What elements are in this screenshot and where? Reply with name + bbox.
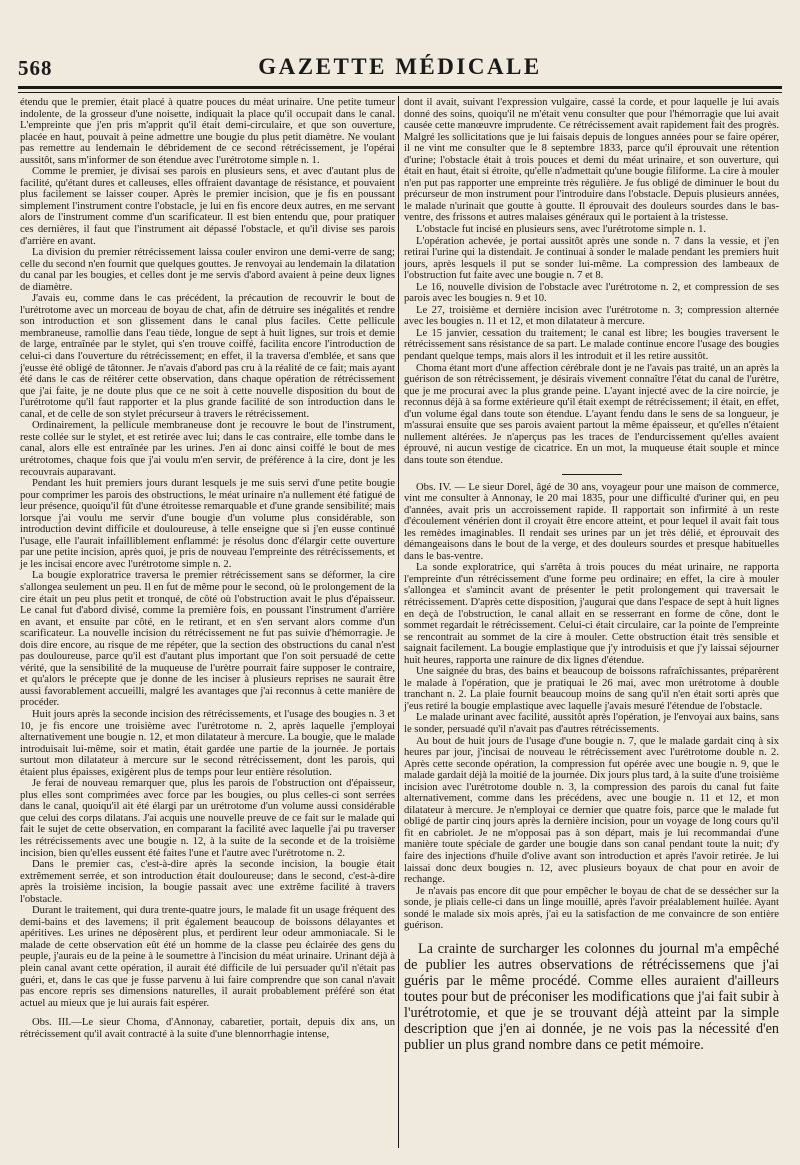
body-paragraph: L'opération achevée, je portai aussitôt après une sonde n. 7 dans la vessie, et j'en retirai l'urine qui la distendait. Je continuai à sonder le malade pendant les premiers huit jours, après lesquels il put se sonder lui-même. La compression des lambeaux de l'obstruction fut faite avec une bougie n. 7 et 8. [404,235,779,282]
body-paragraph: Au bout de huit jours de l'usage d'une bougie n. 7, que le malade gardait cinq à six heures par jour, j'incisai de nouveau le rétrécissement avec l'urétrotome double n. 2. Après cette seconde opération, la compression fut opérée avec une bougie n. 9, que le malade gardait déjà la moitié de la journée. Dix jours plus tard, à la suite d'une troisième incision avec l'urétrotome double n. 3, la compression des parois du canal fut faite alternativement, comme dans les précédens, avec une bougie n. 11 et 12, et mon dilatateur à mercure. Je n'employai ce dernier que quatre fois, parce que le malade fut obligé de partir cinq jours après la dernière incision, pour un voyage de long cours qu'il fit en cabriolet. Je ne m'opposai pas à son départ, mais je lui recommandai d'une manière toute spéciale de garder une bougie dans son canal pendant toute la nuit; d'y faire des injections d'huile d'olive avant son introduction et après l'avoir retirée. Je lui laissai donc deux bougies n. 12, avec plusieurs boyaux de chat pour en avoir de rechange. [404,735,779,886]
body-paragraph: Ordinairement, la pellicule membraneuse dont je recouvre le bout de l'instrument, reste collée sur le stylet, et est retirée avec lui; dans le cas contraire, elle tombe dans le canal, alors elle est entraînée par les urines. J'en ai donc ainsi coiffé le bout de mes urétrotomes, chaque fois que j'ai voulu m'en servir, de préférence à la cire, dont je les recouvrais auparavant. [20,420,395,478]
header-rule-thin [18,92,782,93]
observation-heading: Obs. III.—Le sieur Choma, d'Annonay, cabaretier, portait, depuis dix ans, un rétrécissement qu'il avait contracté à la suite d'une blennorrhagie intense, [20,1017,395,1040]
right-column [404,97,779,1053]
page-number: 568 [18,56,53,80]
body-paragraph: Durant le traitement, qui dura trente-quatre jours, le malade fit un usage fréquent des demi-bains et des lavemens; il prit également beaucoup de boissons délayantes et apéritives. Les urines ne déposèrent plus, et perdirent leur odeur ammoniacale. Si le malade de cette observation eût été un homme de la classe peu éclairée des gens du peuple, j'aurais eu de la peine à le soumettre à l'incision du méat urinaire. Urinant déjà à plein canal avant cette opération, il aurait été difficile de lui persuader qu'il n'était pas guéri, et, dans le cas que je fusse parvenu à lui faire comprendre que son canal n'avait pas encore repris ses dimensions naturelles, il aurait probablement préféré son état actuel au mieux que je lui aurais fait espérer. [20,905,395,1009]
body-paragraph: Huit jours après la seconde incision des rétrécissements, et l'usage des bougies n. 3 et 10, je fis encore une troisième avec l'urétrotome n. 2, après laquelle j'employai alternativement une bougie n. 12, et mon dilatateur à mercure. La bougie, que le malade introduisait lui-même, soir et matin, était gardée une partie de la journée. Je portais surtout mon dilatateur à mercure sur le second rétrécissement, dont les parois, qui étaient plus épaisses, exigèrent plus de temps pour leur entière résolution. [20,708,395,778]
header-rule-thick [18,86,782,89]
body-paragraph: dont il avait, suivant l'expression vulgaire, cassé la corde, et pour laquelle je lui avais donné des soins, quoiqu'il ne m'était venu consulter que pour l'hémorragie que lui avait causée cette manœuvre imprudente. Ce rétrécissement avait rapidement fait des progrès. Malgré les sollicitations que je lui faisais depuis de longues années pour se faire opérer, il ne vint me consulter que le 8 septembre 1833, parce qu'il éprouvait une rétention d'urine; l'obstacle était à trois pouces et demi du méat urinaire, et son ouverture, qui était en haut, était si étroite, qu'elle n'admettait qu'une bougie filiforme. La cire à mouler n'en put pas rapporter une empreinte très régulière. Je fus obligé de diminuer le bout du précurseur de mon instrument pour l'introduire dans l'obstacle. Depuis plusieurs années, le malade n'urinait que goutte à goutte. Il éprouvait des douleurs sourdes dans le bas-ventre, des frissons et autres malaises généraux qui le portaient à la tristesse. [404,97,779,224]
conclusion-block [404,941,779,1053]
body-paragraph: Le 15 janvier, cessation du traitement; le canal est libre; les bougies traversent le rétrécissement sans résistance de sa part. Le malade continue encore l'usage des bougies pendant quelque temps, mais alors il les introduit et il les retire aussitôt. [404,327,779,363]
body-paragraph: étendu que le premier, était placé à quatre pouces du méat urinaire. Une petite tumeur indolente, de la grosseur d'une noisette, indiquait la place qu'il occupait dans le canal. L'empreinte que j'en pris m'apprit qu'il était demi-circulaire, et que son ouverture, placée en haut, pouvait à peine admettre une bougie du plus petit diamètre. Ne voulant pas remettre au lendemain le débridement de ce second rétrécissement, je l'opérai aussitôt, sans m'informer de son étendue avec l'urétrotome simple n. 1. [20,97,395,166]
section-rule [562,474,622,475]
conclusion-paragraph: La crainte de surcharger les colonnes du journal m'a empêché de publier les autres observations de rétrécissemens que j'ai guéris par le même procédé. Comme elles auraient d'ailleurs toutes pour but de préconiser les modifications que j'ai fait subir à l'urétrotomie, et que je se trouvant déjà atteint par la simple description que j'en ai donnée, je ne vois pas la nécessité d'en publier un plus grand nombre dans ce petit mémoire. [404,940,779,1053]
body-paragraph: L'obstacle fut incisé en plusieurs sens, avec l'urétrotome simple n. 1. [416,224,707,236]
body-paragraph: Dans le premier cas, c'est-à-dire après la seconde incision, la bougie était extrêmement serrée, et son introduction était douloureuse; dans le second, c'est-à-dire après la troisième incision, la bougie passait avec une extrême facilité à travers l'obstacle. [20,859,395,905]
left-column [20,97,395,1040]
body-paragraph: Je n'avais pas encore dit que pour empêcher le boyau de chat de se dessécher sur la sonde, je pliais celle-ci dans un linge mouillé, après l'avoir préalablement huilée. Ayant sondé le malade six mois après, j'ai eu la satisfaction de me convaincre de son entière guérison. [404,885,779,932]
body-paragraph: Comme le premier, je divisai ses parois en plusieurs sens, et avec d'autant plus de facilité, qu'étant dures et calleuses, elles offraient davantage de résistance, et pouvaient plus facilement se laisser couper. Après le premier incision, que je fis en poussant simplement l'instrument contre l'obstacle, je lui en fis encore deux autres, en me servant alors de l'instrument comme d'un scarificateur. Il est bien entendu que, pour pratiquer ces dernières, il faut que l'instrument ait dépassé l'obstacle, et qu'il divise ses parois d'arrière en avant. [20,166,395,247]
body-paragraph: Le 27, troisième et dernière incision avec l'urétrotome n. 3; compression alternée avec les bougies n. 11 et 12, et mon dilatateur à mercure. [404,304,779,328]
body-paragraph: Choma étant mort d'une affection cérébrale dont je ne l'avais pas traité, un an après la guérison de son rétrécissement, je désirais vivement connaître l'état du canal de l'urètre, que je me procurai avec la plus grande peine. L'ayant injecté avec de la cire noircie, je reconnus déjà à sa forme extérieure qu'il était exempt de rétrécissement; il était, en effet, d'un volume égal dans toute son étendue. L'ayant fendu dans le sens de sa longueur, je m'assurai ensuite que ses parois avaient partout la même épaisseur, et qu'elles n'étaient nullement altérées. Je n'aperçus pas les traces de l'endurcissement qu'elles avaient éprouvé, ni aucun vestige de cicatrice. En un mot, la muqueuse était souple et mince dans toute son étendue. [404,362,779,466]
journal-title: GAZETTE MÉDICALE [258,54,542,79]
observation-heading: Obs. IV. — Le sieur Dorel, âgé de 30 ans, voyageur pour une maison de commerce, vint me consulter à Annonay, le 20 mai 1835, pour une difficulté d'uriner qui, en peu d'années, avait pris un accroissement rapide. Il rapportait son infirmité à un reste d'écoulement vénérien dont il croyait être encore atteint, et pour lequel il avait fait tous les remèdes imaginables. Il rendait ses urines par un jet très délié, et éprouvait des démangeaisons dans le bout de la verge, et des douleurs sourdes et presque habituelles dans le bas-ventre. [404,481,779,562]
body-paragraph: La sonde exploratrice, qui s'arrêta à trois pouces du méat urinaire, ne rapporta l'empreinte d'un rétrécissement d'une forme peu ordinaire; en effet, la cire à mouler s'allongea et s'amincit avant de présenter le petit prolongement qui traversait le rétrécissement. D'après cette disposition, j'augurai que dans l'espace de sept à huit lignes en deçà de l'obstruction, le canal allait en se resserrant en forme de cône, dont le sommet regardait le rétrécissement. Celui-ci était circulaire, car la pointe de l'empreinte se rencontrait au sommet de la cire à mouler. Cette obstruction était très sensible et saignait facilement. La bougie emplastique que j'y introduisis et que j'y laissai séjourner huit heures, rapporta une rainure de dix lignes d'étendue. [404,562,779,666]
body-paragraph: Le 16, nouvelle division de l'obstacle avec l'urétrotome n. 2, et compression de ses parois avec les bougies n. 9 et 10. [404,281,779,305]
body-paragraph: La division du premier rétrécissement laissa couler environ une demi-verre de sang; celle du second n'en fournit que quelques gouttes. Je renvoyai au lendemain la dilatation du canal par les bougies, et celles dont je me servis d'abord avaient à peine deux lignes de diamètre. [20,247,395,293]
page-header [18,50,782,82]
body-paragraph: J'avais eu, comme dans le cas précédent, la précaution de recouvrir le bout de l'urétrotome avec un morceau de boyau de chat, afin de détruire ses inégalités et rendre son introduction et son glissement dans le canal plus faciles. Cette pellicule membraneuse, ramollie dans l'eau tiède, longue de sept à huit lignes, sur trois et demie de large, entraînée par le stylet, qui s'en trouve coiffé, facilita encore l'introduction de celui-ci dans l'ouverture du rétrécissement; en effet, il la traversa d'emblée, et sans que j'eusse été obligé de tâtonner. Je n'avais d'abord pas cru à la réalité de ce fait; mais ayant été dans le cas de réitérer cette observation, dans chaque opération de rétrécissement que j'ai faite, je ne doute plus que ce ne soit à cette nouvelle disposition du bout de l'urétrotome qu'il faut rapporter et la plus grande facilité de son introduction dans le canal, et de celle de son stylet précurseur à travers le rétrécissement. [20,293,395,420]
body-paragraph: Le malade urinant avec facilité, aussitôt après l'opération, je l'envoyai aux bains, sans le sonder, persuadé qu'il n'avait pas d'autres rétrécissements. [404,712,779,735]
body-paragraph: Une saignée du bras, des bains et beaucoup de boissons rafraîchissantes, préparèrent le malade à l'opération, que je pratiquai le 26 mai, avec mon urétrotome à double tranchant n. 2. La plaie fournit beaucoup moins de sang qu'il n'en était sorti après que j'eus retiré la bougie emplastique avec laquelle j'avais mesuré l'étendue de l'obstacle. [404,666,779,712]
column-divider [398,96,399,1148]
body-paragraph: Je ferai de nouveau remarquer que, plus les parois de l'obstruction ont d'épaisseur, plus elles sont comprimées avec force par les bougies, ou plus celles-ci sont serrées dans le canal, quoiqu'il ait été élargi par un urétrotome d'un volume aussi considérable que celui des corps dilatans. J'ai acquis une nouvelle preuve de ce fait sur le malade qui fait le sujet de cette observation, en comparant la facilité avec laquelle j'ai pu traverser les rétrécissements avec une bougie n. 12, à la suite de la seconde et de la troisième incision, bien qu'elles eussent été faites l'une et l'autre avec l'urétrotome n. 2. [20,778,395,859]
body-paragraph: Pendant les huit premiers jours durant lesquels je me suis servi d'une petite bougie pour comprimer les parois des obstructions, le méat urinaire n'a nullement été fatigué de leur présence, quoiqu'il fût d'une étroitesse remarquable et d'une grande sensibilité; mais lorsque j'ai voulu me servir d'une bougie d'un volume plus considérable, son introduction devint difficile et douloureuse, à telle enseigne que si j'en eusse continué l'usage, elle l'aurait infailliblement enflammé: je résolus donc d'élargir cette ouverture par une petite incision, après quoi, je pris de nouveau l'empreinte des rétrécissements, et je les incisai encore avec l'urétrotome simple n. 2. [20,478,395,570]
body-paragraph: La bougie exploratrice traversa le premier rétrécissement sans se déformer, la cire s'allongea seulement un peu. Il en fut de même pour le second, où le prolongement de la cire était un peu plus petit et tronqué, de côté où l'obstruction avait le plus d'épaisseur. Le canal fut d'abord divisé, comme la première fois, en poussant l'instrument d'arrière en avant, et ensuite par côté, en le retirant, et en s'en servant alors comme d'un scarificateur. La nouvelle incision du rétrécissement ne fut pas suivie d'hémorragie. Je dois dire encore, au risque de me répéter, que la section des obstructions du canal n'est pas douloureuse, parce qu'il est d'autant plus important que l'on soit persuadé de cette vérité, que la sensibilité de la muqueuse de l'urètre pourrait faire supposer le contraire, et qu'alors le précepte que je donne de les inciser à plusieurs reprises ne saurait être aussi favorablement accueilli, malgré les avantages que j'ai reconnus à cette manière de procéder. [20,570,395,709]
